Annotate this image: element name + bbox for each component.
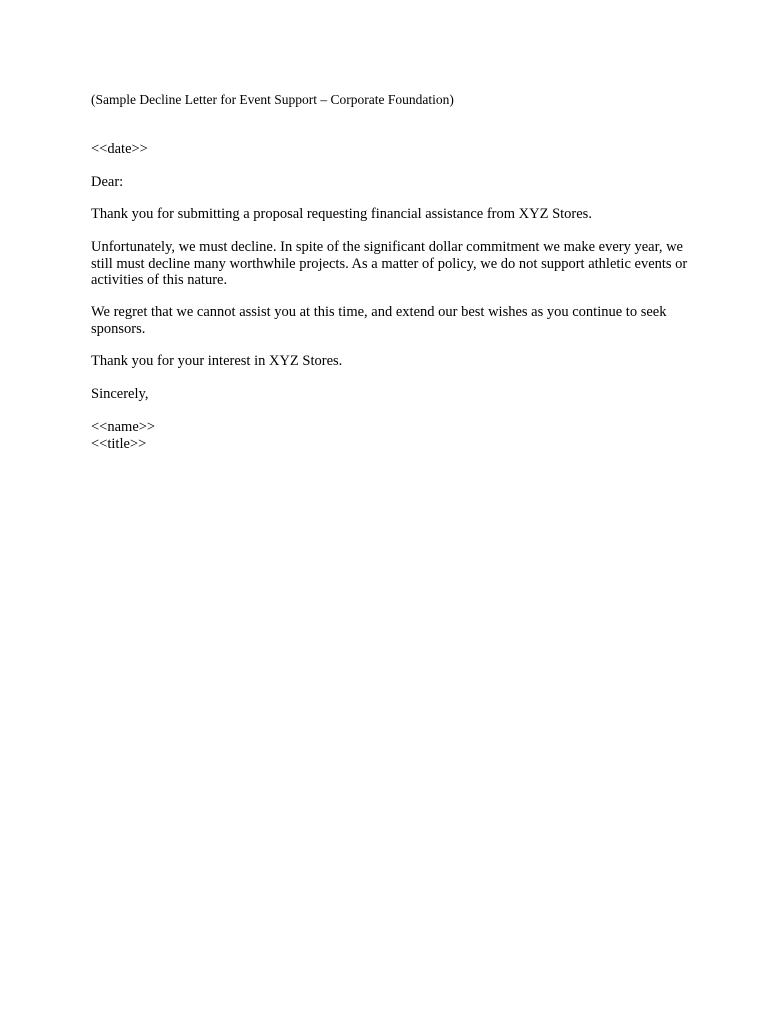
date-placeholder: <<date>> <box>91 141 148 157</box>
name-placeholder: <<name>> <box>91 419 156 435</box>
paragraph-line: Unfortunately, we must decline. In spite of the significant dollar commitment we make every year, we <box>91 239 683 255</box>
paragraph-line: sponsors. <box>91 320 146 337</box>
paragraph-line: activities of this nature. <box>91 272 228 288</box>
paragraph-line: Thank you for submitting a proposal requesting financial assistance from XYZ Stores. <box>91 206 592 222</box>
signature-block <box>91 419 691 452</box>
paragraph-interest <box>91 353 691 370</box>
paragraph-line: still must decline many worthwhile projects. As a matter of policy, we do not support athletic events or <box>91 255 688 272</box>
title-placeholder: <<title>> <box>91 435 147 452</box>
paragraph-thank-you <box>91 206 691 223</box>
salutation: Dear: <box>91 174 124 190</box>
closing: Sincerely, <box>91 386 149 402</box>
paragraph-regret <box>91 304 691 337</box>
paragraph-line: We regret that we cannot assist you at this time, and extend our best wishes as you continue to seek <box>91 304 667 320</box>
paragraph-decline <box>91 239 691 289</box>
letter-heading: (Sample Decline Letter for Event Support – Corporate Foundation) <box>91 92 454 107</box>
paragraph-line: Thank you for your interest in XYZ Stores. <box>91 353 343 369</box>
